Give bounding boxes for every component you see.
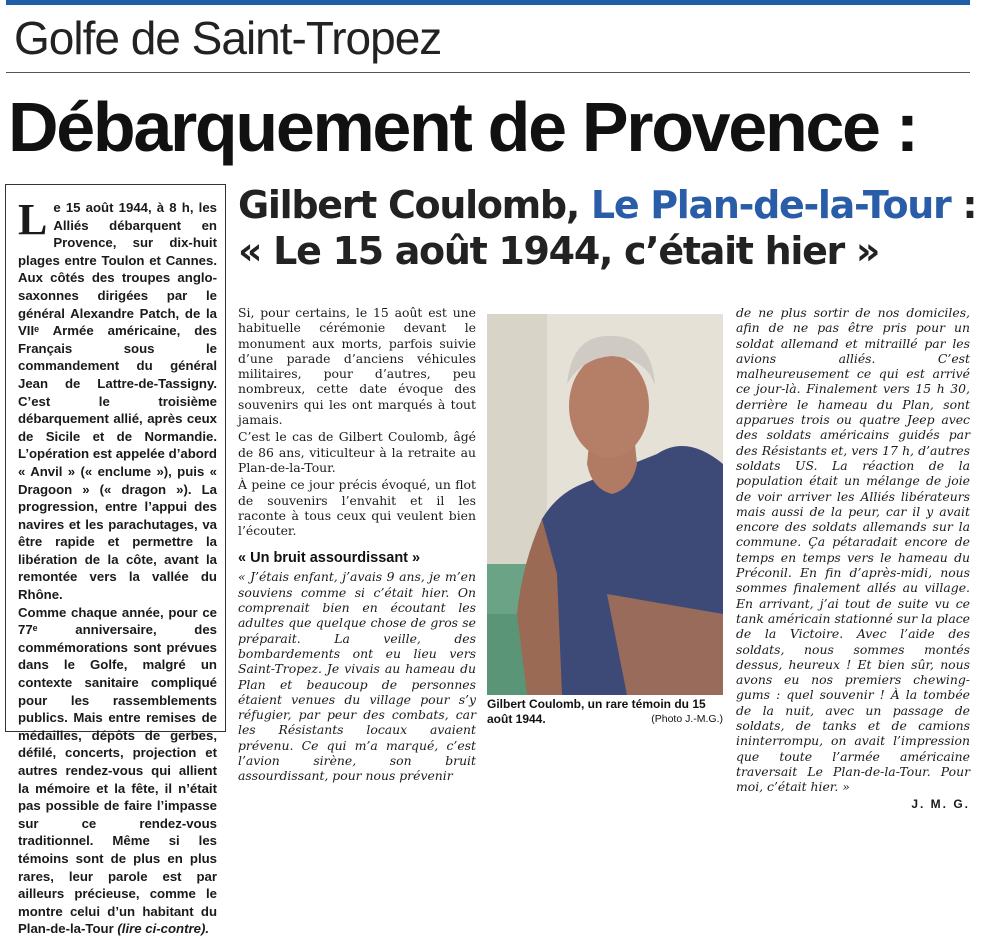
caption-text: Gilbert Coulomb, un rare témoin du 15 août 1944. [487, 697, 706, 726]
intro-paragraph-1 [18, 195, 217, 604]
subhead-colon: : [950, 183, 977, 227]
article-column-1 [238, 305, 476, 784]
intro-paragraph-2 [18, 604, 217, 938]
photo-credit: (Photo J.-M.G.) [651, 713, 723, 725]
photo-caption [487, 697, 723, 727]
intro-box [5, 184, 226, 937]
body-paragraph-2: C’est le cas de Gilbert Coulomb, âgé de 86 ans, viticulteur à la retraite au Plan-de-la-Tour. [238, 429, 476, 475]
portrait-photo [487, 314, 723, 695]
author-signature: J. M. G. [911, 796, 970, 811]
subhead-town: Le Plan-de-la-Tour [590, 183, 951, 227]
body-paragraph-3: À peine ce jour précis évoqué, un flot de souvenirs l’envahit et il les raconte à tous ceux qui veulent bien l’écouter. [238, 477, 476, 539]
section-title: Golfe de Saint-Tropez [14, 12, 442, 64]
headline: Débarquement de Provence : [8, 88, 917, 166]
intro-reference: (lire ci-contre). [113, 921, 209, 937]
quote-paragraph-1: « J’étais enfant, j’avais 9 ans, je m’en souviens comme si c’était hier. On comprenait bien en écoutant les adultes que quelque chose de gros se préparait. La veille, des bombardements ont eu lieu vers Saint-Tropez. Je vivais au hameau du Plan et beaucoup de personnes étaient venues du village pour s’y réfugier, par peur des combats, car les Résistants locaux avaient prévenu. Ce qui m’a marqué, c’est l’avion sirène, son bruit assourdissant, pour nous prévenir [238, 569, 476, 784]
article-column-2 [736, 305, 970, 811]
dropcap: L [18, 195, 48, 244]
subheadline [238, 182, 976, 274]
interheading: « Un bruit assourdissant » [238, 550, 421, 567]
subhead-name: Gilbert Coulomb, [238, 183, 579, 227]
portrait-illustration [487, 314, 723, 695]
intro-text: e 15 août 1944, à 8 h, les Alliés débarquent en Provence, sur dix-huit plages entre Toulon et Cannes. Aux côtés des troupes anglo-saxonnes dirigées par le général Alexandre Patch, de la VIIᵉ Armée américaine, des Français sous le commandement du général Jean de Lattre-de-Tassigny. C’est le troisième débarquement allié, après ceux de Sicile et de Normandie. L’opération est appelée d’abord « Anvil » (« enclume »), puis « Dragoon » (« dragon »). La progression, entre l’appui des navires et les parachutages, va être rapide et permettre la libération de la côte, avant la remontée vers la vallée du Rhône. [18, 200, 217, 603]
top-rule [6, 0, 970, 5]
quote-paragraph-2: de ne plus sortir de nos domiciles, afin de ne pas être pris pour un soldat allemand et mitraillé par les avions alliés. C’est malheureusement ce qui est arrivé ce jour-là. Finalement vers 15 h 30, derrière le hameau du Plan, sont apparues trois ou quatre Jeep avec des soldats américains guidés par des Résistants et, vers 17 h, d’autres soldats US. La réaction de la population était un mélange de joie de voir arriver les Alliés libérateurs mais aussi de la peur, car il y avait encore des soldats allemands sur la commune. Ça pétaradait encore de temps en temps vers le hameau du Préconil. En fin d’après-midi, nous sommes finalement allés au village. En arrivant, j’ai tout de suite vu ce tank américain stationné sur la place de la Victoire. Avec l’aide des soldats, nous sommes montés dessus, heureux ! Et bien sûr, nous avons eu nos premiers chewing-gums : quel souvenir ! À la tombée de la nuit, avec un passage de soldats, de tanks et de camions ininterrompu, on avait l’impression que toute l’armée américaine traversait Le Plan-de-la-Tour. Pour moi, c’était hier. » [736, 305, 970, 795]
body-paragraph-1: Si, pour certains, le 15 août est une habituelle cérémonie devant le monument aux morts, parfois suivie d’une parade d’anciens véhicules militaires, pour d’autres, peu nombreux, cette date évoque des souvenirs qui les ont marqués à tout jamais. [238, 305, 476, 428]
section-rule [6, 72, 970, 73]
intro-text-2: Comme chaque année, pour ce 77ᵉ anniversaire, des commémorations sont prévues dans le Golfe, malgré un contexte sanitaire compliqué pour les rassemblements publics. Mais entre remises de médailles, dépôts de gerbes, défilé, concerts, projection et autres rendez-vous qui allient la mémoire et la fête, il n’était pas possible de faire l’impasse sur ce rendez-vous traditionnel. Même si les témoins sont de plus en plus rares, leur parole est par ailleurs précieuse, comme le montre celui d’un habitant du Plan-de-la-Tour [18, 604, 217, 937]
subhead-quote: « Le 15 août 1944, c’était hier » [238, 229, 880, 273]
